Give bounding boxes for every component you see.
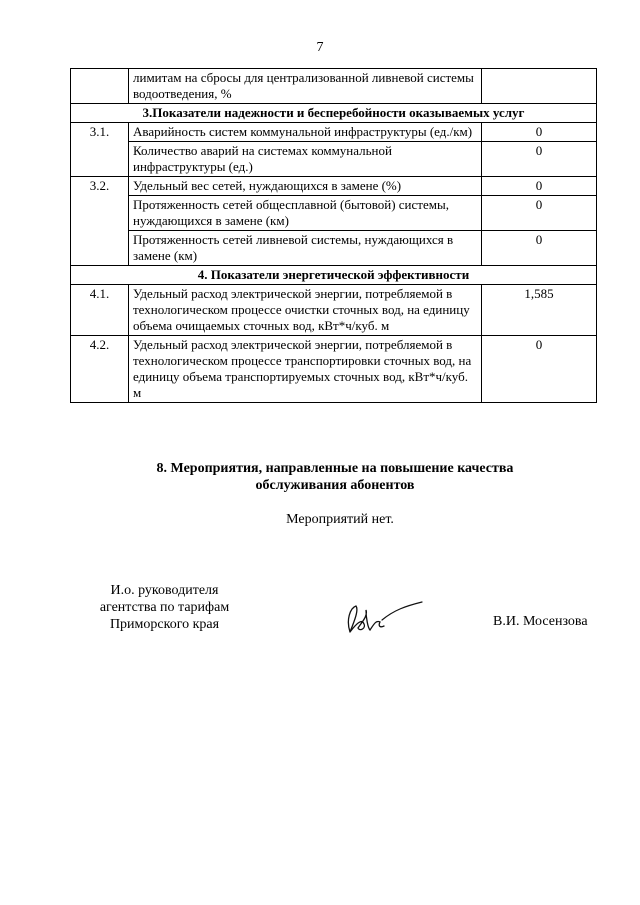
table-row [71, 336, 597, 403]
row-value: 0 [482, 231, 597, 266]
row-text: Протяженность сетей ливневой системы, нуждающихся в замене (км) [129, 231, 482, 266]
no-measures-text: Мероприятий нет. [286, 512, 394, 527]
row-number: 3.2. [71, 177, 129, 266]
row-value: 0 [482, 123, 597, 142]
section-3-heading: 3.Показатели надежности и бесперебойности оказываемых услуг [71, 104, 597, 123]
signer-position-line: И.о. руководителя [110, 583, 219, 598]
row-value: 0 [482, 142, 597, 177]
signer-name: В.И. Мосензова [493, 614, 588, 629]
row-text: лимитам на сбросы для централизованной ливневой системы водоотведения, % [129, 69, 482, 104]
row-value: 0 [482, 196, 597, 231]
table-row [71, 69, 597, 104]
row-number: 4.1. [71, 285, 129, 336]
table-row [71, 123, 597, 142]
row-number: 3.1. [71, 123, 129, 177]
section-8-title-line: 8. Мероприятия, направленные на повышение качества [156, 461, 514, 476]
section-4-heading: 4. Показатели энергетической эффективности [71, 266, 597, 285]
row-text: Удельный вес сетей, нуждающихся в замене (%) [129, 177, 482, 196]
row-number [71, 69, 129, 104]
row-text: Удельный расход электрической энергии, потребляемой в технологическом процессе очистки сточных вод, на единицу объема очищаемых сточных вод, кВт*ч/куб. м [129, 285, 482, 336]
section-row [71, 266, 597, 285]
signer-position-line: агентства по тарифам [99, 600, 230, 615]
section-8-title [120, 460, 550, 494]
row-value: 0 [482, 336, 597, 403]
row-value: 0 [482, 177, 597, 196]
row-text: Удельный расход электрической энергии, потребляемой в технологическом процессе транспортировки сточных вод, на единицу объема транспортируемых сточных вод, кВт*ч/куб. м [129, 336, 482, 403]
table-row [71, 231, 597, 266]
row-number: 4.2. [71, 336, 129, 403]
row-text: Протяженность сетей общесплавной (бытовой) системы, нуждающихся в замене (км) [129, 196, 482, 231]
handwritten-signature [336, 598, 426, 638]
row-text: Количество аварий на системах коммунальной инфраструктуры (ед.) [129, 142, 482, 177]
page-number: 7 [316, 40, 324, 55]
section-8-title-line: обслуживания абонентов [255, 478, 415, 493]
row-value [482, 69, 597, 104]
signer-position [72, 582, 257, 633]
table-row [71, 177, 597, 196]
signer-position-line: Приморского края [109, 617, 220, 632]
table-row [71, 196, 597, 231]
section-row [71, 104, 597, 123]
indicators-table [70, 68, 597, 403]
table-row [71, 142, 597, 177]
row-value: 1,585 [482, 285, 597, 336]
table-row [71, 285, 597, 336]
row-text: Аварийность систем коммунальной инфраструктуры (ед./км) [129, 123, 482, 142]
